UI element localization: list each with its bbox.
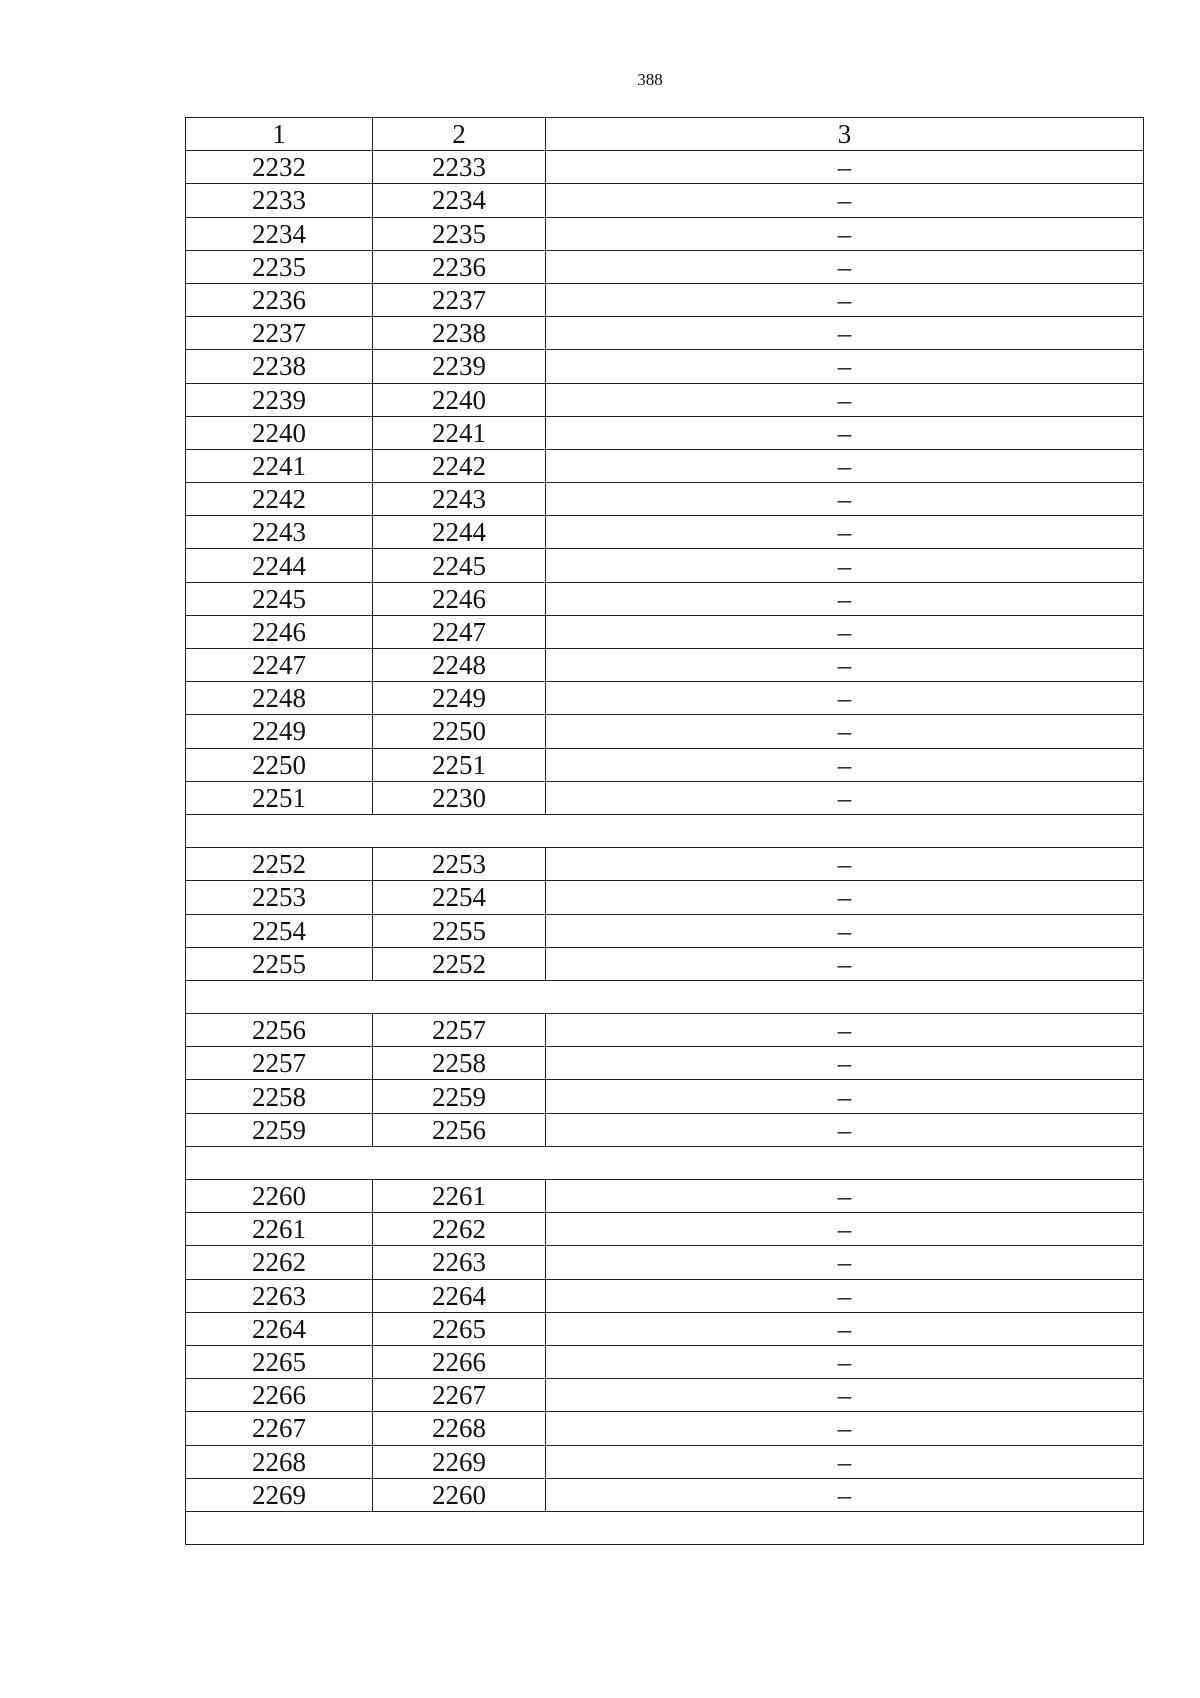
table-row	[186, 1379, 1144, 1412]
table-row	[186, 715, 1144, 748]
table-cell-col1: 2266	[186, 1379, 373, 1412]
table-cell-col1: 2233	[186, 184, 373, 217]
separator-row	[186, 1146, 1144, 1179]
table-cell-col1: 2244	[186, 549, 373, 582]
table-cell-col3: –	[546, 1312, 1144, 1345]
table-cell-col2: 2264	[373, 1279, 546, 1312]
table-cell-col2: 2239	[373, 350, 546, 383]
separator-cell	[186, 814, 1144, 847]
table-cell-col1: 2239	[186, 383, 373, 416]
table-cell-col2: 2238	[373, 317, 546, 350]
table-cell-col1: 2248	[186, 682, 373, 715]
table-cell-col2: 2240	[373, 383, 546, 416]
table-row	[186, 317, 1144, 350]
table-cell-col2: 2233	[373, 151, 546, 184]
table-cell-col1: 2258	[186, 1080, 373, 1113]
table-row	[186, 914, 1144, 947]
table-row	[186, 1345, 1144, 1378]
table-cell-col1: 2247	[186, 649, 373, 682]
table-row	[186, 217, 1144, 250]
table-row	[186, 582, 1144, 615]
table-row	[186, 682, 1144, 715]
table-row	[186, 1279, 1144, 1312]
table-cell-col2: 2247	[373, 615, 546, 648]
table-cell-col1: 2268	[186, 1445, 373, 1478]
separator-cell	[186, 1511, 1144, 1544]
table-cell-col2: 2255	[373, 914, 546, 947]
table-cell-col3: –	[546, 383, 1144, 416]
table-cell-col1: 2240	[186, 416, 373, 449]
table-cell-col2: 2252	[373, 947, 546, 980]
separator-cell	[186, 980, 1144, 1013]
table-cell-col2: 2248	[373, 649, 546, 682]
table-cell-col2: 2267	[373, 1379, 546, 1412]
table-cell-col3: –	[546, 250, 1144, 283]
table-cell-col1: 2250	[186, 748, 373, 781]
table-cell-col1: 2243	[186, 516, 373, 549]
table-cell-col3: –	[546, 449, 1144, 482]
table-row	[186, 615, 1144, 648]
table-cell-col2: 2259	[373, 1080, 546, 1113]
table-cell-col3: –	[546, 1080, 1144, 1113]
table-cell-col1: 2251	[186, 781, 373, 814]
table-cell-col3: –	[546, 1213, 1144, 1246]
table-body	[186, 118, 1144, 1545]
table-cell-col2: 2251	[373, 748, 546, 781]
table-cell-col1: 2246	[186, 615, 373, 648]
table-cell-col2: 2254	[373, 881, 546, 914]
table-cell-col3: –	[546, 781, 1144, 814]
separator-row	[186, 980, 1144, 1013]
table-row	[186, 848, 1144, 881]
table-cell-col1: 2237	[186, 317, 373, 350]
header-cell-3: 3	[546, 118, 1144, 151]
table-cell-col3: –	[546, 184, 1144, 217]
table-cell-col2: 2246	[373, 582, 546, 615]
table-cell-col3: –	[546, 283, 1144, 316]
table-row	[186, 383, 1144, 416]
page-number: 388	[637, 70, 663, 89]
table-cell-col3: –	[546, 1379, 1144, 1412]
table-cell-col3: –	[546, 748, 1144, 781]
table-cell-col2: 2258	[373, 1047, 546, 1080]
table-cell-col2: 2265	[373, 1312, 546, 1345]
table-row	[186, 250, 1144, 283]
table-cell-col2: 2250	[373, 715, 546, 748]
table-row	[186, 1478, 1144, 1511]
table-cell-col3: –	[546, 848, 1144, 881]
table-cell-col1: 2262	[186, 1246, 373, 1279]
header-cell-1: 1	[186, 118, 373, 151]
data-table	[185, 117, 1144, 1545]
separator-cell	[186, 1146, 1144, 1179]
table-cell-col1: 2232	[186, 151, 373, 184]
table-row	[186, 947, 1144, 980]
separator-row	[186, 1511, 1144, 1544]
table-row	[186, 416, 1144, 449]
table-cell-col3: –	[546, 516, 1144, 549]
table-cell-col3: –	[546, 317, 1144, 350]
table-cell-col1: 2249	[186, 715, 373, 748]
table-row	[186, 1445, 1144, 1478]
table-cell-col1: 2255	[186, 947, 373, 980]
table-cell-col3: –	[546, 1445, 1144, 1478]
table-cell-col3: –	[546, 483, 1144, 516]
table-cell-col1: 2269	[186, 1478, 373, 1511]
table-row	[186, 449, 1144, 482]
table-cell-col2: 2256	[373, 1113, 546, 1146]
table-cell-col1: 2264	[186, 1312, 373, 1345]
table-cell-col1: 2265	[186, 1345, 373, 1378]
table-row	[186, 1014, 1144, 1047]
table-cell-col3: –	[546, 1412, 1144, 1445]
table-row	[186, 184, 1144, 217]
table-cell-col3: –	[546, 682, 1144, 715]
table-row	[186, 283, 1144, 316]
table-cell-col3: –	[546, 582, 1144, 615]
table-cell-col1: 2236	[186, 283, 373, 316]
table-cell-col3: –	[546, 914, 1144, 947]
table-cell-col3: –	[546, 549, 1144, 582]
table-row	[186, 1213, 1144, 1246]
table-cell-col2: 2268	[373, 1412, 546, 1445]
table-row	[186, 1312, 1144, 1345]
table-cell-col1: 2245	[186, 582, 373, 615]
table-cell-col3: –	[546, 1478, 1144, 1511]
table-row	[186, 549, 1144, 582]
table-row	[186, 1180, 1144, 1213]
table-cell-col2: 2245	[373, 549, 546, 582]
table-row	[186, 1412, 1144, 1445]
table-cell-col3: –	[546, 416, 1144, 449]
table-row	[186, 1246, 1144, 1279]
table-cell-col2: 2236	[373, 250, 546, 283]
separator-row	[186, 814, 1144, 847]
table-cell-col1: 2259	[186, 1113, 373, 1146]
table-cell-col3: –	[546, 1345, 1144, 1378]
table-cell-col1: 2254	[186, 914, 373, 947]
table-cell-col1: 2235	[186, 250, 373, 283]
table-cell-col3: –	[546, 151, 1144, 184]
table-cell-col2: 2269	[373, 1445, 546, 1478]
table-cell-col2: 2266	[373, 1345, 546, 1378]
table-cell-col2: 2235	[373, 217, 546, 250]
table-row	[186, 881, 1144, 914]
table-cell-col3: –	[546, 1180, 1144, 1213]
table-cell-col3: –	[546, 1113, 1144, 1146]
table-cell-col3: –	[546, 1047, 1144, 1080]
table-row	[186, 516, 1144, 549]
table-cell-col2: 2249	[373, 682, 546, 715]
table-cell-col2: 2261	[373, 1180, 546, 1213]
data-table-container	[185, 117, 1143, 1545]
table-cell-col1: 2252	[186, 848, 373, 881]
table-cell-col3: –	[546, 1279, 1144, 1312]
table-cell-col3: –	[546, 649, 1144, 682]
table-cell-col2: 2253	[373, 848, 546, 881]
table-row	[186, 350, 1144, 383]
table-cell-col3: –	[546, 1014, 1144, 1047]
table-cell-col1: 2253	[186, 881, 373, 914]
table-cell-col2: 2242	[373, 449, 546, 482]
table-cell-col1: 2241	[186, 449, 373, 482]
table-cell-col1: 2256	[186, 1014, 373, 1047]
table-cell-col1: 2257	[186, 1047, 373, 1080]
table-cell-col2: 2244	[373, 516, 546, 549]
table-cell-col3: –	[546, 350, 1144, 383]
table-cell-col2: 2241	[373, 416, 546, 449]
table-row	[186, 1047, 1144, 1080]
table-cell-col1: 2263	[186, 1279, 373, 1312]
table-row	[186, 781, 1144, 814]
table-cell-col2: 2243	[373, 483, 546, 516]
table-cell-col1: 2242	[186, 483, 373, 516]
table-row	[186, 483, 1144, 516]
table-cell-col3: –	[546, 947, 1144, 980]
table-cell-col1: 2261	[186, 1213, 373, 1246]
table-cell-col3: –	[546, 615, 1144, 648]
table-cell-col2: 2260	[373, 1478, 546, 1511]
table-row	[186, 649, 1144, 682]
table-cell-col2: 2257	[373, 1014, 546, 1047]
header-cell-2: 2	[373, 118, 546, 151]
table-cell-col1: 2260	[186, 1180, 373, 1213]
table-cell-col2: 2237	[373, 283, 546, 316]
table-cell-col2: 2263	[373, 1246, 546, 1279]
table-cell-col1: 2234	[186, 217, 373, 250]
table-cell-col3: –	[546, 715, 1144, 748]
table-row	[186, 151, 1144, 184]
table-cell-col2: 2230	[373, 781, 546, 814]
table-cell-col2: 2262	[373, 1213, 546, 1246]
table-cell-col3: –	[546, 881, 1144, 914]
header-row	[186, 118, 1144, 151]
table-cell-col1: 2267	[186, 1412, 373, 1445]
table-row	[186, 748, 1144, 781]
table-row	[186, 1080, 1144, 1113]
table-row	[186, 1113, 1144, 1146]
table-cell-col1: 2238	[186, 350, 373, 383]
table-cell-col3: –	[546, 217, 1144, 250]
table-cell-col2: 2234	[373, 184, 546, 217]
table-cell-col3: –	[546, 1246, 1144, 1279]
